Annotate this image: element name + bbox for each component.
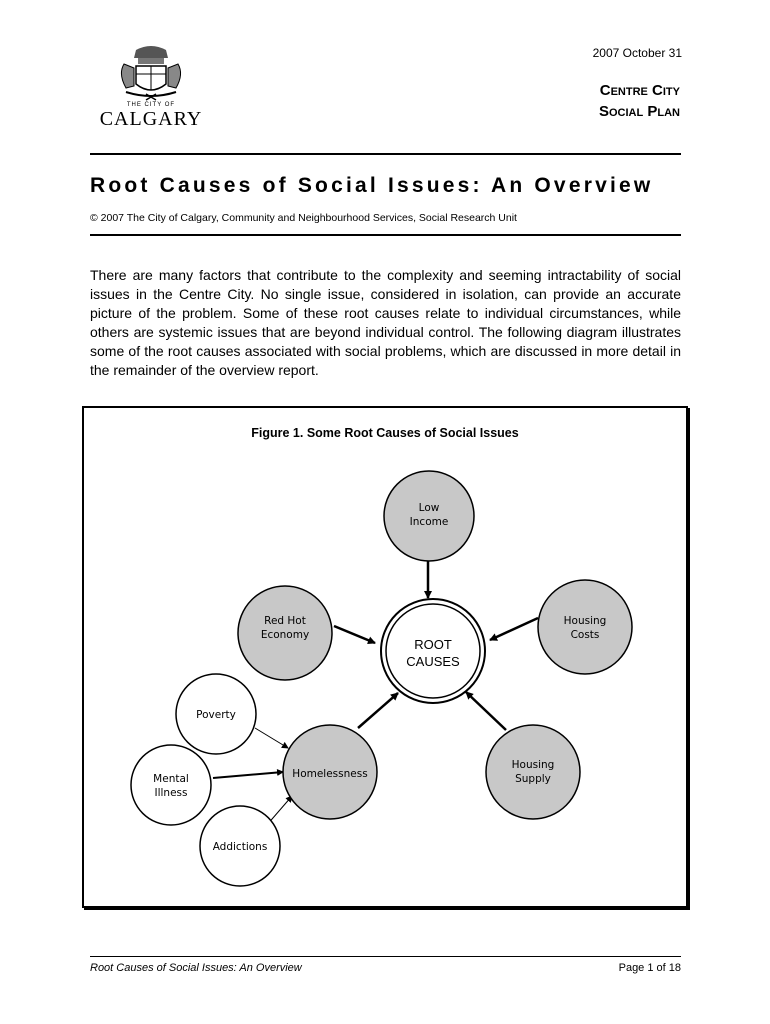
addictions-label: Addictions xyxy=(212,841,268,853)
city-of-calgary-logo xyxy=(96,44,206,134)
coat-of-arms-icon xyxy=(96,44,206,102)
page-number: Page 1 of 18 xyxy=(618,962,681,974)
document-title: Root Causes of Social Issues: An Overview xyxy=(90,174,654,197)
arrow-mental-illness-to-homelessness xyxy=(213,772,283,778)
poverty-node xyxy=(176,674,256,754)
low-income-label-line1: Low xyxy=(418,502,440,514)
root-causes-label-line2: CAUSES xyxy=(406,654,460,669)
footer-document-title: Root Causes of Social Issues: An Overview xyxy=(90,962,302,974)
copyright-line: © 2007 The City of Calgary, Community and Neighbourhood Services, Social Research Unit xyxy=(90,212,517,224)
header-rule xyxy=(90,153,681,155)
red-hot-economy-label-line2: Economy xyxy=(260,629,310,641)
low-income-label-line2: Income xyxy=(409,516,449,528)
mental-illness-label-line2: Illness xyxy=(154,787,188,799)
poverty-label: Poverty xyxy=(196,709,236,721)
plan-name-line1: Centre City xyxy=(599,82,680,99)
arrow-homelessness-to-root xyxy=(358,693,398,728)
homelessness-label: Homelessness xyxy=(292,768,368,780)
arrow-housing-costs-to-root xyxy=(490,618,538,640)
low-income-node xyxy=(384,471,474,561)
housing-supply-node xyxy=(486,725,580,819)
red-hot-economy-label-line1: Red Hot xyxy=(264,615,306,627)
root-causes-diagram xyxy=(82,406,688,908)
footer-rule xyxy=(90,956,681,957)
logo-text-large: CALGARY xyxy=(99,108,203,130)
mental-illness-node xyxy=(131,745,211,825)
arrow-poverty-to-homelessness xyxy=(255,728,288,748)
housing-supply-label-line1: Housing xyxy=(511,759,555,771)
housing-costs-label-line2: Costs xyxy=(570,629,600,641)
logo-text-small: THE CITY OF xyxy=(126,102,176,108)
mental-illness-label-line1: Mental xyxy=(153,773,189,785)
plan-name-line2: Social Plan xyxy=(598,103,680,120)
root-causes-node xyxy=(381,599,485,703)
figure-title: Figure 1. Some Root Causes of Social Issues xyxy=(251,426,519,440)
housing-costs-label-line1: Housing xyxy=(563,615,607,627)
intro-paragraph: There are many factors that contribute to the complexity and seeming intractability of social issues in the Centre City. No single issue, considered in isolation, can provide an accurate picture of the problem. Some of these root causes relate to individual circumstances, while others are systemic issues that are beyond individual control. The following diagram illustrates some of the root causes associated with social problems, which are discussed in more detail in the remainder of the overview report. xyxy=(90,267,681,378)
homelessness-node xyxy=(283,725,377,819)
plan-name xyxy=(599,80,680,122)
arrow-economy-to-root xyxy=(334,626,375,643)
arrow-housing-supply-to-root xyxy=(466,692,506,730)
root-causes-label-line1: ROOT xyxy=(414,637,452,652)
addictions-node xyxy=(200,806,280,886)
document-date: 2007 October 31 xyxy=(592,46,682,60)
title-rule xyxy=(90,234,681,236)
red-hot-economy-node xyxy=(238,586,332,680)
housing-supply-label-line2: Supply xyxy=(515,773,551,785)
housing-costs-node xyxy=(538,580,632,674)
